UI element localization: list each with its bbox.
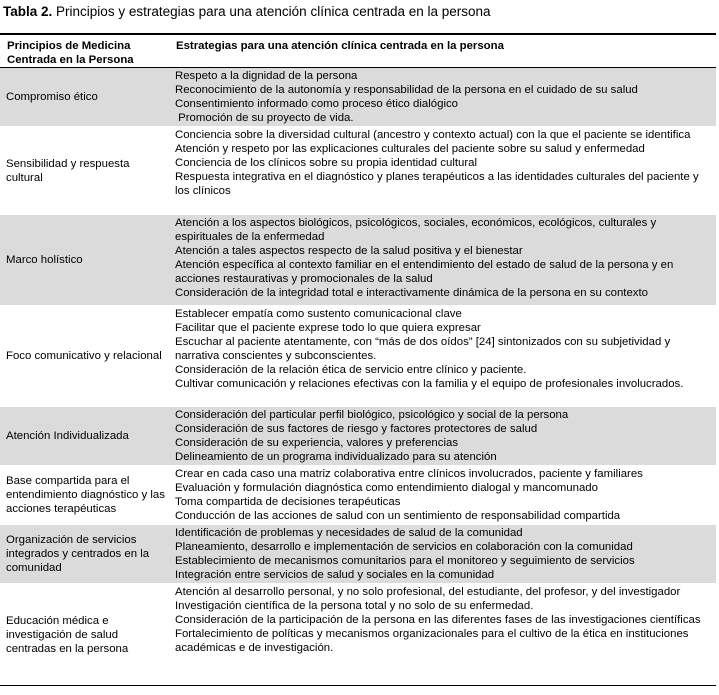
principle-cell: Marco holístico (6, 254, 83, 266)
strategy-item: Conciencia de los clínicos sobre su propia identidad cultural (175, 157, 478, 169)
strategy-item: Atención al desarrollo personal, y no solo profesional, del estudiante, del profesor, y del investigador (175, 586, 681, 598)
strategies-cell (171, 215, 716, 306)
strategy-item: Respeto a la dignidad de la persona (175, 70, 358, 82)
strategy-item: Escuchar al paciente atentamente, con “más de dos oídos” [24] sintonizados con su subjetividad y narrativa conscientes y subconscientes. (175, 336, 671, 362)
principle-cell: Atención Individualizada (6, 430, 129, 442)
strategy-item: Fortalecimiento de políticas y mecanismos organizacionales para el cultivo de la ética en instituciones académicas e de investigación. (175, 628, 689, 654)
table-header-row (0, 34, 716, 68)
strategy-item: Cultivar comunicación y relaciones efectivas con la familia y el equipo de profesionales involucrados. (175, 378, 684, 390)
strategies-cell (171, 127, 716, 215)
strategy-item: Consideración de sus factores de riesgo y factores protectores de salud (175, 423, 538, 435)
strategy-item: Integración entre servicios de salud y sociales en la comunidad (175, 569, 495, 581)
strategy-item: Evaluación y formulación diagnóstica como entendimiento dialogal y mancomunado (175, 482, 598, 494)
strategies-cell (171, 584, 716, 686)
table-row (0, 466, 716, 525)
strategy-item: Atención y respeto por las explicaciones culturales del paciente sobre su salud y enfermedad (175, 143, 645, 155)
table-row (0, 306, 716, 407)
table-row (0, 127, 716, 215)
strategy-item: Planeamiento, desarrollo e implementación de servicios en colaboración con la comunidad (175, 541, 633, 553)
strategy-item: Establecer empatía como sustento comunicacional clave (175, 308, 462, 320)
strategy-item: Conducción de las acciones de salud con un sentimiento de responsabilidad compartida (175, 510, 621, 522)
strategy-item: Consideración del particular perfil biológico, psicológico y social de la persona (175, 409, 569, 421)
strategy-item: Reconocimiento de la autonomía y responsabilidad de la persona en el cuidado de su salud (175, 84, 638, 96)
strategy-item: Atención a los aspectos biológicos, psicológicos, sociales, económicos, ecológicos, culturales y espirituales de la enfermedad (175, 217, 657, 243)
strategies-cell (171, 466, 716, 525)
strategy-item: Consentimiento informado como proceso ético dialógico (175, 98, 459, 110)
strategies-cell (171, 525, 716, 584)
principle-cell: Educación médica e investigación de salud centradas en la persona (6, 614, 129, 655)
header-strategies: Estrategias para una atención clínica centrada en la persona (176, 40, 504, 52)
principle-cell: Base compartida para el entendimiento diagnóstico y las acciones terapéuticas (6, 475, 165, 515)
table-row (0, 407, 716, 466)
strategy-item: Conciencia sobre la diversidad cultural (ancestro y contexto actual) con la que el paciente se identifica (175, 129, 691, 141)
strategies-cell (171, 407, 716, 466)
strategy-item: Consideración de la integridad total e interactivamente dinámica de la persona en su contexto (175, 287, 649, 299)
strategy-item: Facilitar que el paciente exprese todo lo que quiera expresar (175, 322, 481, 334)
table-row (0, 584, 716, 686)
strategy-item: Consideración de su experiencia, valores y preferencias (175, 437, 459, 449)
principle-cell: Organización de servicios integrados y centrados en la comunidad (6, 534, 150, 574)
strategy-item: Respuesta integrativa en el diagnóstico y planes terapéuticos a las identidades culturales del paciente y los clínicos (175, 171, 699, 197)
strategies-cell (171, 306, 716, 407)
strategy-item: Atención específica al contexto familiar en el entendimiento del estado de salud de la persona y en acciones restaurativas y promocionales de la salud (175, 259, 674, 285)
strategy-item: Consideración de la participación de la persona en las diferentes fases de las investigaciones científicas (175, 614, 701, 626)
caption-text: Principios y estrategias para una atención clínica centrada en la persona (56, 4, 491, 19)
table-row (0, 68, 716, 127)
strategy-item: Investigación científica de la persona total y no solo de su enfermedad. (175, 600, 534, 612)
table-caption (3, 4, 491, 20)
table-row (0, 525, 716, 584)
principle-cell: Sensibilidad y respuesta cultural (6, 157, 130, 184)
strategy-item: Consideración de la relación ética de servicio entre clínico y paciente. (175, 364, 527, 376)
strategy-item: Establecimiento de mecanismos comunitarios para el monitoreo y seguimiento de servicios (175, 555, 635, 567)
caption-label: Tabla 2. (3, 4, 53, 19)
table-row (0, 215, 716, 306)
header-principles: Principios de Medicina Centrada en la Persona (7, 40, 134, 66)
strategy-item: Crear en cada caso una matriz colaborativa entre clínicos involucrados, paciente y familiares (175, 468, 643, 480)
strategy-item: Toma compartida de decisiones terapéuticas (175, 496, 401, 508)
principle-cell: Foco comunicativo y relacional (6, 350, 162, 362)
strategy-item: Atención a tales aspectos respecto de la salud positiva y el bienestar (175, 245, 523, 257)
strategies-cell (171, 68, 716, 127)
strategy-item: Identificación de problemas y necesidades de salud de la comunidad (175, 527, 523, 539)
strategy-item: Promoción de su proyecto de vida. (175, 112, 354, 124)
principles-table (0, 33, 716, 686)
principle-cell: Compromiso ético (6, 91, 98, 103)
strategy-item: Delineamiento de un programa individualizado para su atención (175, 451, 497, 463)
